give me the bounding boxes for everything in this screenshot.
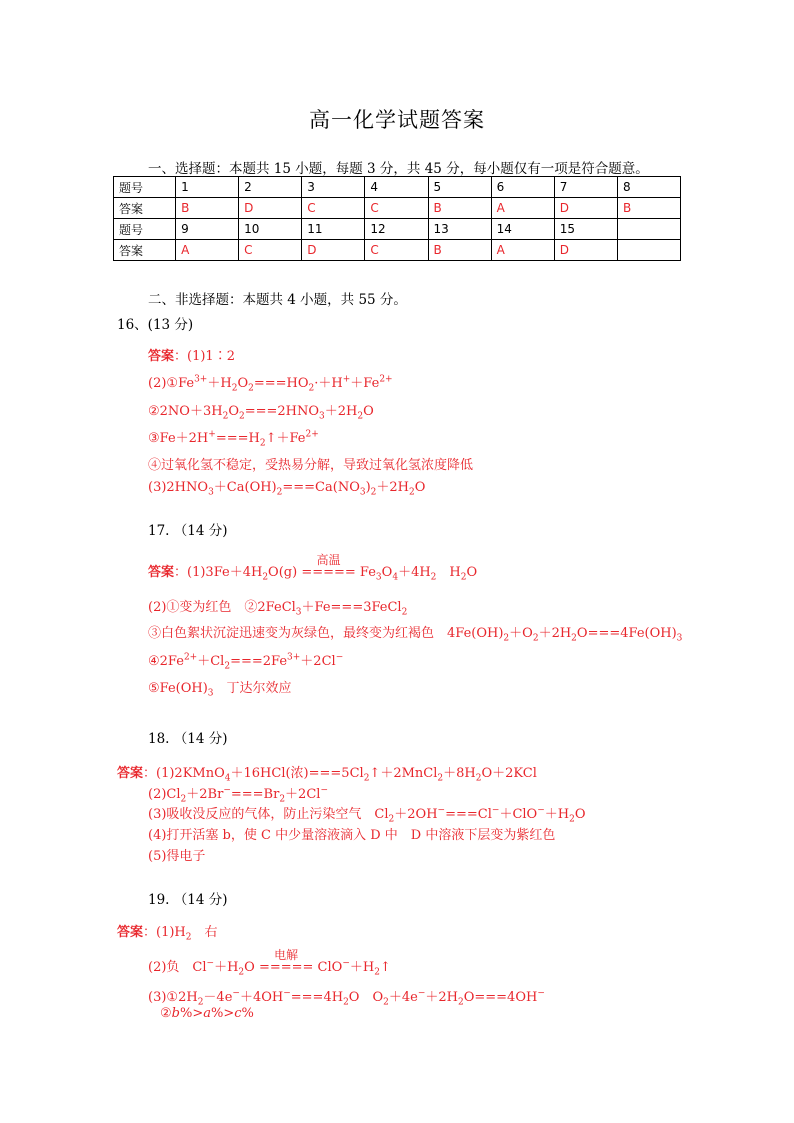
- page-title: 高一化学试题答案: [309, 108, 485, 132]
- table-row: [114, 219, 681, 240]
- q19-answer-1: 答案：$(1)H_2$ 右: [117, 925, 218, 943]
- table-cell: C: [302, 198, 365, 219]
- q19-answer-3-1: $(3)①2H_2-4e^-+4OH^-===4H_2O$ $O_2+4e^-+2H_2O===4OH^-$: [148, 988, 545, 1008]
- table-cell: 答案: [114, 240, 176, 261]
- table-cell: C: [365, 240, 428, 261]
- table-cell: 1: [176, 177, 239, 198]
- table-cell: 4: [365, 177, 428, 198]
- table-cell: C: [365, 198, 428, 219]
- answer-label: 答案: [148, 349, 175, 364]
- table-cell: D: [239, 198, 302, 219]
- q19-answer-2: (2)负 $Cl^-+H_2O$ 电解 ===== $ClO^-+H_2↑$: [148, 948, 391, 978]
- question-19-heading: 19. （14 分): [148, 892, 228, 908]
- table-cell: [617, 219, 680, 240]
- q16-answer-2-2: $②2NO+3H_2O_2===2HNO_3+2H_2O$: [148, 404, 374, 422]
- table-cell: 5: [428, 177, 491, 198]
- table-cell: 答案: [114, 198, 176, 219]
- reaction-condition: 高温: [316, 553, 341, 567]
- table-cell: 12: [365, 219, 428, 240]
- table-cell: 7: [554, 177, 617, 198]
- q16-answer-2-4: ④过氧化氢不稳定，受热易分解，导致过氧化氢浓度降低: [148, 458, 474, 473]
- table-cell: D: [554, 198, 617, 219]
- table-cell: C: [239, 240, 302, 261]
- question-18-heading: 18. （14 分): [148, 731, 228, 747]
- table-row: [114, 177, 681, 198]
- table-cell: 9: [176, 219, 239, 240]
- section-1-heading: 一、选择题：本题共 15 小题，每题 3 分，共 45 分，每小题仅有一项是符合题意。: [148, 161, 649, 177]
- table-cell: 3: [302, 177, 365, 198]
- table-cell: 14: [491, 219, 554, 240]
- table-cell: 题号: [114, 177, 176, 198]
- table-cell: [617, 240, 680, 261]
- section-2-heading: 二、非选择题：本题共 4 小题，共 55 分。: [148, 292, 407, 308]
- answer-label: 答案: [117, 925, 144, 940]
- q16-answer-2-3: $③Fe+2H^+===H_2↑+Fe^{2+}$: [148, 429, 319, 449]
- table-cell: A: [176, 240, 239, 261]
- q18-answer-1: 答案：(1)2KMnO$_4$＋16HCl(浓)$===5Cl_2↑+2MnCl_2+8H_2O+2KCl$: [117, 766, 537, 784]
- table-cell: A: [491, 198, 554, 219]
- table-cell: B: [428, 240, 491, 261]
- q16-answer-2-1: $(2)①Fe^{3+}+H_2O_2===HO_2\cdot+H^++Fe^{2+}$: [148, 374, 393, 394]
- q18-answer-4: (4)打开活塞 b，使 C 中少量溶液滴入 D 中 D 中溶液下层变为紫红色: [148, 828, 556, 843]
- condition-arrow: 高温 =====: [301, 553, 356, 580]
- table-cell: 10: [239, 219, 302, 240]
- q18-answer-5: (5)得电子: [148, 849, 206, 864]
- q19-answer-3-2: ②b%>a%>c%: [160, 1006, 254, 1021]
- table-cell: A: [491, 240, 554, 261]
- table-row: [114, 240, 681, 261]
- q18-answer-2: $(2)Cl_2+2Br^-===Br_2+2Cl^-$: [148, 785, 328, 805]
- table-cell: B: [176, 198, 239, 219]
- table-cell: D: [554, 240, 617, 261]
- q16-answer-1: 答案：(1)1∶2: [148, 349, 235, 364]
- table-cell: 15: [554, 219, 617, 240]
- answer-label: 答案: [117, 766, 144, 781]
- q17-answer-1: 答案：$(1)3Fe+4H_2O(g)$ 高温 ===== $Fe_3O_4+4H_2$ $H_2O$: [148, 553, 478, 583]
- table-cell: 11: [302, 219, 365, 240]
- q17-answer-2-3: ③白色絮状沉淀迅速变为灰绿色，最终变为红褐色 $4Fe(OH)_2+O_2+2H_2O===4Fe(OH)_3$: [148, 626, 683, 644]
- question-16-heading: 16、(13 分): [117, 317, 194, 333]
- q17-answer-2-5: $⑤Fe(OH)_3$ 丁达尔效应: [148, 681, 292, 699]
- q16-answer-3: $(3)2HNO_3+Ca(OH)_2===Ca(NO_3)_2+2H_2O$: [148, 480, 426, 498]
- reaction-condition: 电解: [274, 948, 299, 962]
- condition-arrow: 电解 =====: [258, 948, 314, 975]
- answer-table: [113, 176, 681, 261]
- table-cell: 2: [239, 177, 302, 198]
- table-cell: 8: [617, 177, 680, 198]
- q17-answer-2-1: (2)①变为红色 ②2FeCl$_3$＋Fe===3FeCl$_2$: [148, 600, 408, 618]
- table-cell: 题号: [114, 219, 176, 240]
- table-row: [114, 198, 681, 219]
- table-cell: B: [428, 198, 491, 219]
- question-17-heading: 17. （14 分): [148, 523, 228, 539]
- table-cell: B: [617, 198, 680, 219]
- answer-label: 答案: [148, 565, 175, 580]
- q17-answer-2-4: $④2Fe^{2+}+Cl_2===2Fe^{3+}+2Cl^-$: [148, 652, 344, 672]
- q18-answer-3: (3)吸收没反应的气体，防止污染空气 $Cl_2+2OH^-===Cl^-+ClO^-+H_2O$: [148, 805, 586, 825]
- table-cell: D: [302, 240, 365, 261]
- table-cell: 6: [491, 177, 554, 198]
- table-cell: 13: [428, 219, 491, 240]
